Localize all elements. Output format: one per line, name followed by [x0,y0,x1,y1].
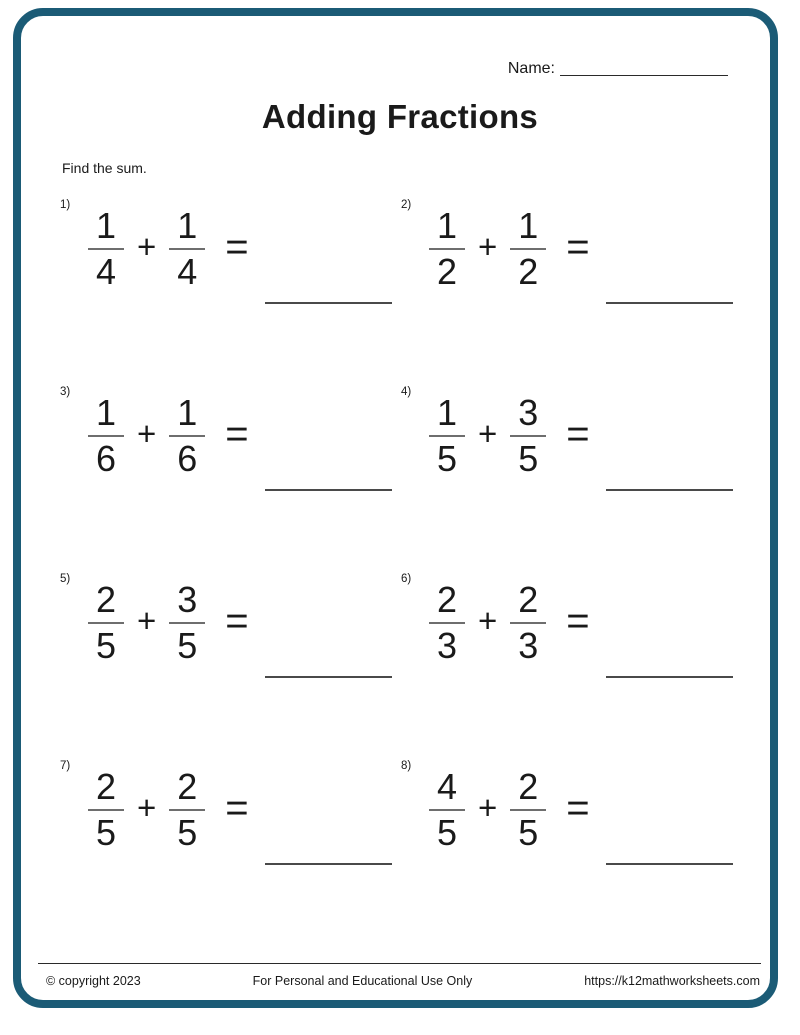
fraction-bar [88,809,124,811]
footer-divider [38,963,761,964]
answer-blank [265,488,392,491]
equals-sign: = [225,411,249,456]
expression [421,766,733,853]
plus-operator: + [137,602,157,639]
plus-operator: + [478,602,498,639]
fraction-bar [88,248,124,250]
fraction-bar [510,248,546,250]
fraction-2 [161,392,213,479]
problem-number: 8) [401,760,412,772]
equals-sign: = [225,224,249,269]
denominator: 5 [518,812,539,853]
answer-blank [606,862,733,865]
fraction-bar [169,248,205,250]
fraction-bar [510,435,546,437]
website-url: https://k12mathworksheets.com [584,974,760,988]
numerator: 1 [436,392,458,433]
plus-operator: + [137,789,157,826]
problem-8 [401,753,742,940]
usage-text: For Personal and Educational Use Only [252,974,473,988]
fraction-2 [502,205,554,292]
problem-3 [60,379,401,566]
fraction-2 [161,579,213,666]
numerator: 3 [518,392,539,433]
equals-sign: = [566,598,590,643]
denominator: 6 [95,438,117,479]
problem-2 [401,192,742,379]
problems-grid [60,192,742,940]
plus-operator: + [137,415,157,452]
numerator: 2 [518,766,539,807]
problem-6 [401,566,742,753]
footer [46,974,760,988]
fraction-bar [429,622,465,624]
fraction-2 [502,579,554,666]
denominator: 6 [177,438,198,479]
denominator: 3 [518,625,539,666]
fraction-1 [421,766,473,853]
equals-sign: = [566,411,590,456]
fraction-2 [502,392,554,479]
fraction-bar [169,809,205,811]
fraction-1 [421,205,473,292]
expression [80,766,392,853]
worksheet-title: Adding Fractions [261,98,539,135]
denominator: 4 [95,251,117,292]
fraction-2 [161,766,213,853]
equals-sign: = [225,598,249,643]
denominator: 5 [518,438,539,479]
denominator: 5 [95,625,117,666]
numerator: 2 [95,579,117,620]
fraction-bar [510,622,546,624]
answer-blank [265,675,392,678]
answer-blank [265,862,392,865]
numerator: 1 [518,205,539,246]
numerator: 2 [95,766,117,807]
name-label: Name: [507,60,555,77]
fraction-bar [88,435,124,437]
numerator: 1 [95,205,117,246]
fraction-2 [502,766,554,853]
problem-number: 5) [60,573,71,585]
denominator: 5 [95,812,117,853]
equals-sign: = [566,224,590,269]
fraction-2 [161,205,213,292]
fraction-bar [429,435,465,437]
expression [421,579,733,666]
fraction-bar [429,248,465,250]
numerator: 3 [177,579,198,620]
expression [80,205,392,292]
denominator: 3 [436,625,458,666]
plus-operator: + [478,228,498,265]
expression [80,579,392,666]
denominator: 5 [177,812,198,853]
name-blank-line [560,74,728,76]
numerator: 4 [436,766,458,807]
problem-7 [60,753,401,940]
fraction-bar [88,622,124,624]
numerator: 2 [177,766,198,807]
expression [80,392,392,479]
expression [421,392,733,479]
problem-1 [60,192,401,379]
problem-number: 2) [401,199,412,211]
answer-blank [606,675,733,678]
numerator: 1 [436,205,458,246]
equals-sign: = [566,785,590,830]
problem-5 [60,566,401,753]
fraction-1 [421,579,473,666]
plus-operator: + [478,789,498,826]
fraction-1 [80,205,132,292]
name-field-row [508,60,728,78]
problem-4 [401,379,742,566]
denominator: 4 [177,251,198,292]
numerator: 1 [177,392,198,433]
answer-blank [606,301,733,304]
fraction-1 [80,392,132,479]
numerator: 2 [436,579,458,620]
fraction-1 [80,766,132,853]
numerator: 2 [518,579,539,620]
problem-number: 6) [401,573,412,585]
fraction-bar [169,622,205,624]
fraction-1 [80,579,132,666]
numerator: 1 [177,205,198,246]
answer-blank [265,301,392,304]
copyright-text: © copyright 2023 [46,974,141,988]
denominator: 5 [436,812,458,853]
problem-number: 1) [60,199,71,211]
fraction-bar [429,809,465,811]
denominator: 2 [518,251,539,292]
denominator: 5 [177,625,198,666]
answer-blank [606,488,733,491]
problem-number: 7) [60,760,71,772]
fraction-bar [169,435,205,437]
expression [421,205,733,292]
plus-operator: + [137,228,157,265]
problem-number: 4) [401,386,412,398]
fraction-bar [510,809,546,811]
numerator: 1 [95,392,117,433]
denominator: 2 [436,251,458,292]
equals-sign: = [225,785,249,830]
instruction-text: Find the sum. [62,160,147,176]
problem-number: 3) [60,386,71,398]
plus-operator: + [478,415,498,452]
fraction-1 [421,392,473,479]
denominator: 5 [436,438,458,479]
